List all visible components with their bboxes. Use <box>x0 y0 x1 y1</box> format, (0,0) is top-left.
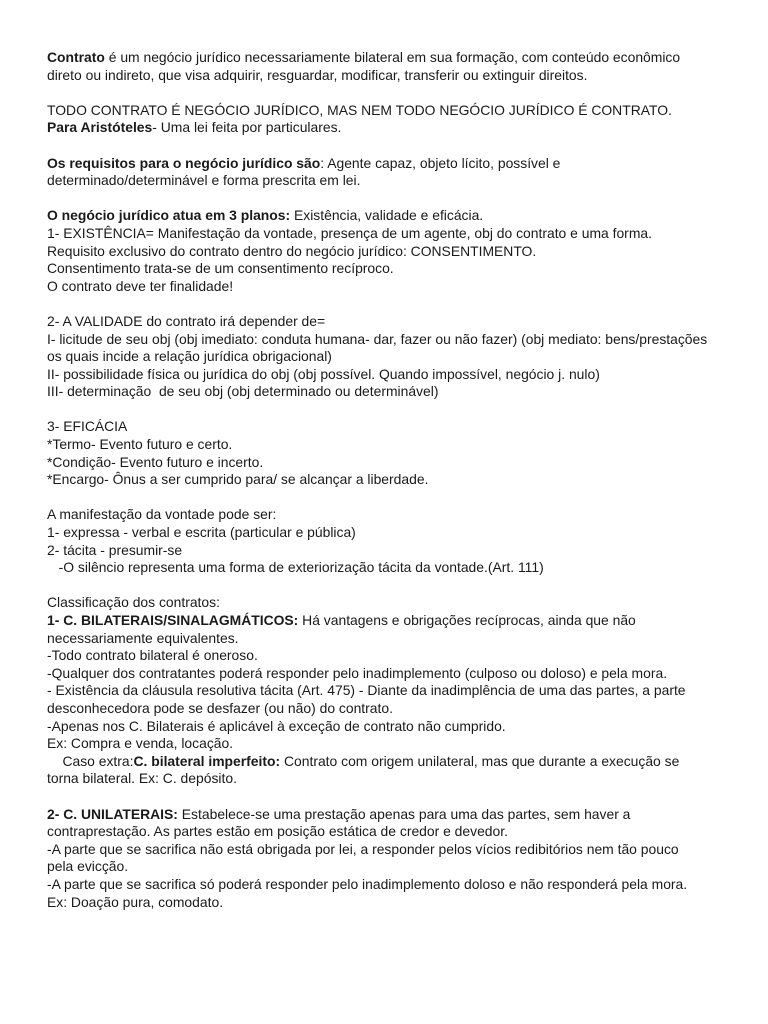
requisitos-heading: Os requisitos para o negócio jurídico são <box>47 154 321 171</box>
unilaterais-line: -A parte que se sacrifica não está obrigada por lei, a responder pelos vícios redibitórios nem tão pouco <box>47 840 679 857</box>
requisitos-line-2: determinado/determinável e forma prescrita em lei. <box>47 172 361 189</box>
eficacia-line: 3- EFICÁCIA <box>47 418 128 435</box>
bilateral-imperfeito-term: C. bilateral imperfeito: <box>133 752 281 769</box>
unilaterais-line: Ex: Doação pura, comodato. <box>47 893 224 910</box>
validade-line: os quais incide a relação jurídica obrigacional) <box>47 348 332 365</box>
todo-contrato-line: TODO CONTRATO É NEGÓCIO JURÍDICO, MAS NEM TODO NEGÓCIO JURÍDICO É CONTRATO. <box>47 101 672 118</box>
bilaterais-line: -Qualquer dos contratantes poderá responder pelo inadimplemento (culposo ou doloso) e pela mora. <box>47 664 668 681</box>
manifestacao-line: A manifestação da vontade pode ser: <box>47 506 277 523</box>
contrato-definition-line-1: Contrato é um negócio jurídico necessariamente bilateral em sua formação, com conteúdo econômico <box>47 49 681 65</box>
caso-extra-line-2: torna bilateral. Ex: C. depósito. <box>47 770 237 787</box>
classificacao-title: Classificação dos contratos: <box>47 594 220 611</box>
bilaterais-line: Ex: Compra e venda, locação. <box>47 735 234 752</box>
validade-line: I- licitude de seu obj (obj imediato: conduta humana- dar, fazer ou não fazer) (obj mediato: bens/prestações <box>47 330 708 347</box>
unilaterais-line: pela evicção. <box>47 858 129 875</box>
manifestacao-line: 2- tácita - presumir-se <box>47 541 183 558</box>
aristoteles-line: Para Aristóteles- Uma lei feita por particulares. <box>47 119 342 136</box>
bilaterais-line: necessariamente equivalentes. <box>47 629 239 646</box>
bilaterais-heading: 1- C. BILATERAIS/SINALAGMÁTICOS: <box>47 612 299 628</box>
planos-heading: O negócio jurídico atua em 3 planos: <box>47 207 291 224</box>
manifestacao-line: -O silêncio representa uma forma de exteriorização tácita da vontade.(Art. 111) <box>47 559 544 576</box>
bilaterais-heading-line: 1- C. BILATERAIS/SINALAGMÁTICOS: Há vantagens e obrigações recíprocas, ainda que não <box>47 612 636 628</box>
eficacia-line: *Encargo- Ônus a ser cumprido para/ se alcançar a liberdade. <box>47 471 429 488</box>
manifestacao-line: 1- expressa - verbal e escrita (particular e pública) <box>47 524 356 541</box>
contrato-definition-line-2: direto ou indireto, que visa adquirir, resguardar, modificar, transferir ou extinguir direitos. <box>47 66 588 83</box>
planos-line: Consentimento trata-se de um consentimento recíproco. <box>47 260 394 277</box>
planos-line: Requisito exclusivo do contrato dentro do negócio jurídico: CONSENTIMENTO. <box>47 242 537 259</box>
validade-line: II- possibilidade física ou jurídica do obj (obj possível. Quando impossível, negócio j. nulo) <box>47 365 600 382</box>
unilaterais-line: -A parte que se sacrifica só poderá responder pelo inadimplemento doloso e não responderá pela mora. <box>47 875 688 892</box>
planos-line: 1- EXISTÊNCIA= Manifestação da vontade, presença de um agente, obj do contrato e uma forma. <box>47 224 652 241</box>
contrato-term: Contrato <box>47 49 105 65</box>
eficacia-line: *Termo- Evento futuro e certo. <box>47 436 233 453</box>
aristoteles-term: Para Aristóteles <box>47 119 153 136</box>
unilaterais-heading: 2- C. UNILATERAIS: <box>47 805 178 822</box>
planos-heading-line: O negócio jurídico atua em 3 planos: Existência, validade e eficácia. <box>47 207 484 224</box>
bilaterais-line: - Existência da cláusula resolutiva tácita (Art. 475) - Diante da inadimplência de uma das partes, a parte <box>47 682 686 699</box>
eficacia-line: *Condição- Evento futuro e incerto. <box>47 453 264 470</box>
caso-extra-line-1: Caso extra:C. bilateral imperfeito: Contrato com origem unilateral, mas que durante a execução se <box>47 752 680 769</box>
bilaterais-line: desconhecedora pode se desfazer (ou não) do contrato. <box>47 699 393 716</box>
validade-line: 2- A VALIDADE do contrato irá depender de= <box>47 312 326 329</box>
validade-line: III- determinação de seu obj (obj determinado ou determinável) <box>47 383 439 400</box>
requisitos-line-1: Os requisitos para o negócio jurídico são: Agente capaz, objeto lícito, possível e <box>47 154 561 171</box>
bilaterais-line: -Todo contrato bilateral é oneroso. <box>47 647 258 664</box>
unilaterais-heading-line: 2- C. UNILATERAIS: Estabelece-se uma prestação apenas para uma das partes, sem haver a <box>47 805 631 822</box>
unilaterais-line: contraprestação. As partes estão em posição estática de credor e devedor. <box>47 823 508 840</box>
bilaterais-line: -Apenas nos C. Bilaterais é aplicável à exceção de contrato não cumprido. <box>47 717 506 734</box>
planos-line: O contrato deve ter finalidade! <box>47 277 234 294</box>
